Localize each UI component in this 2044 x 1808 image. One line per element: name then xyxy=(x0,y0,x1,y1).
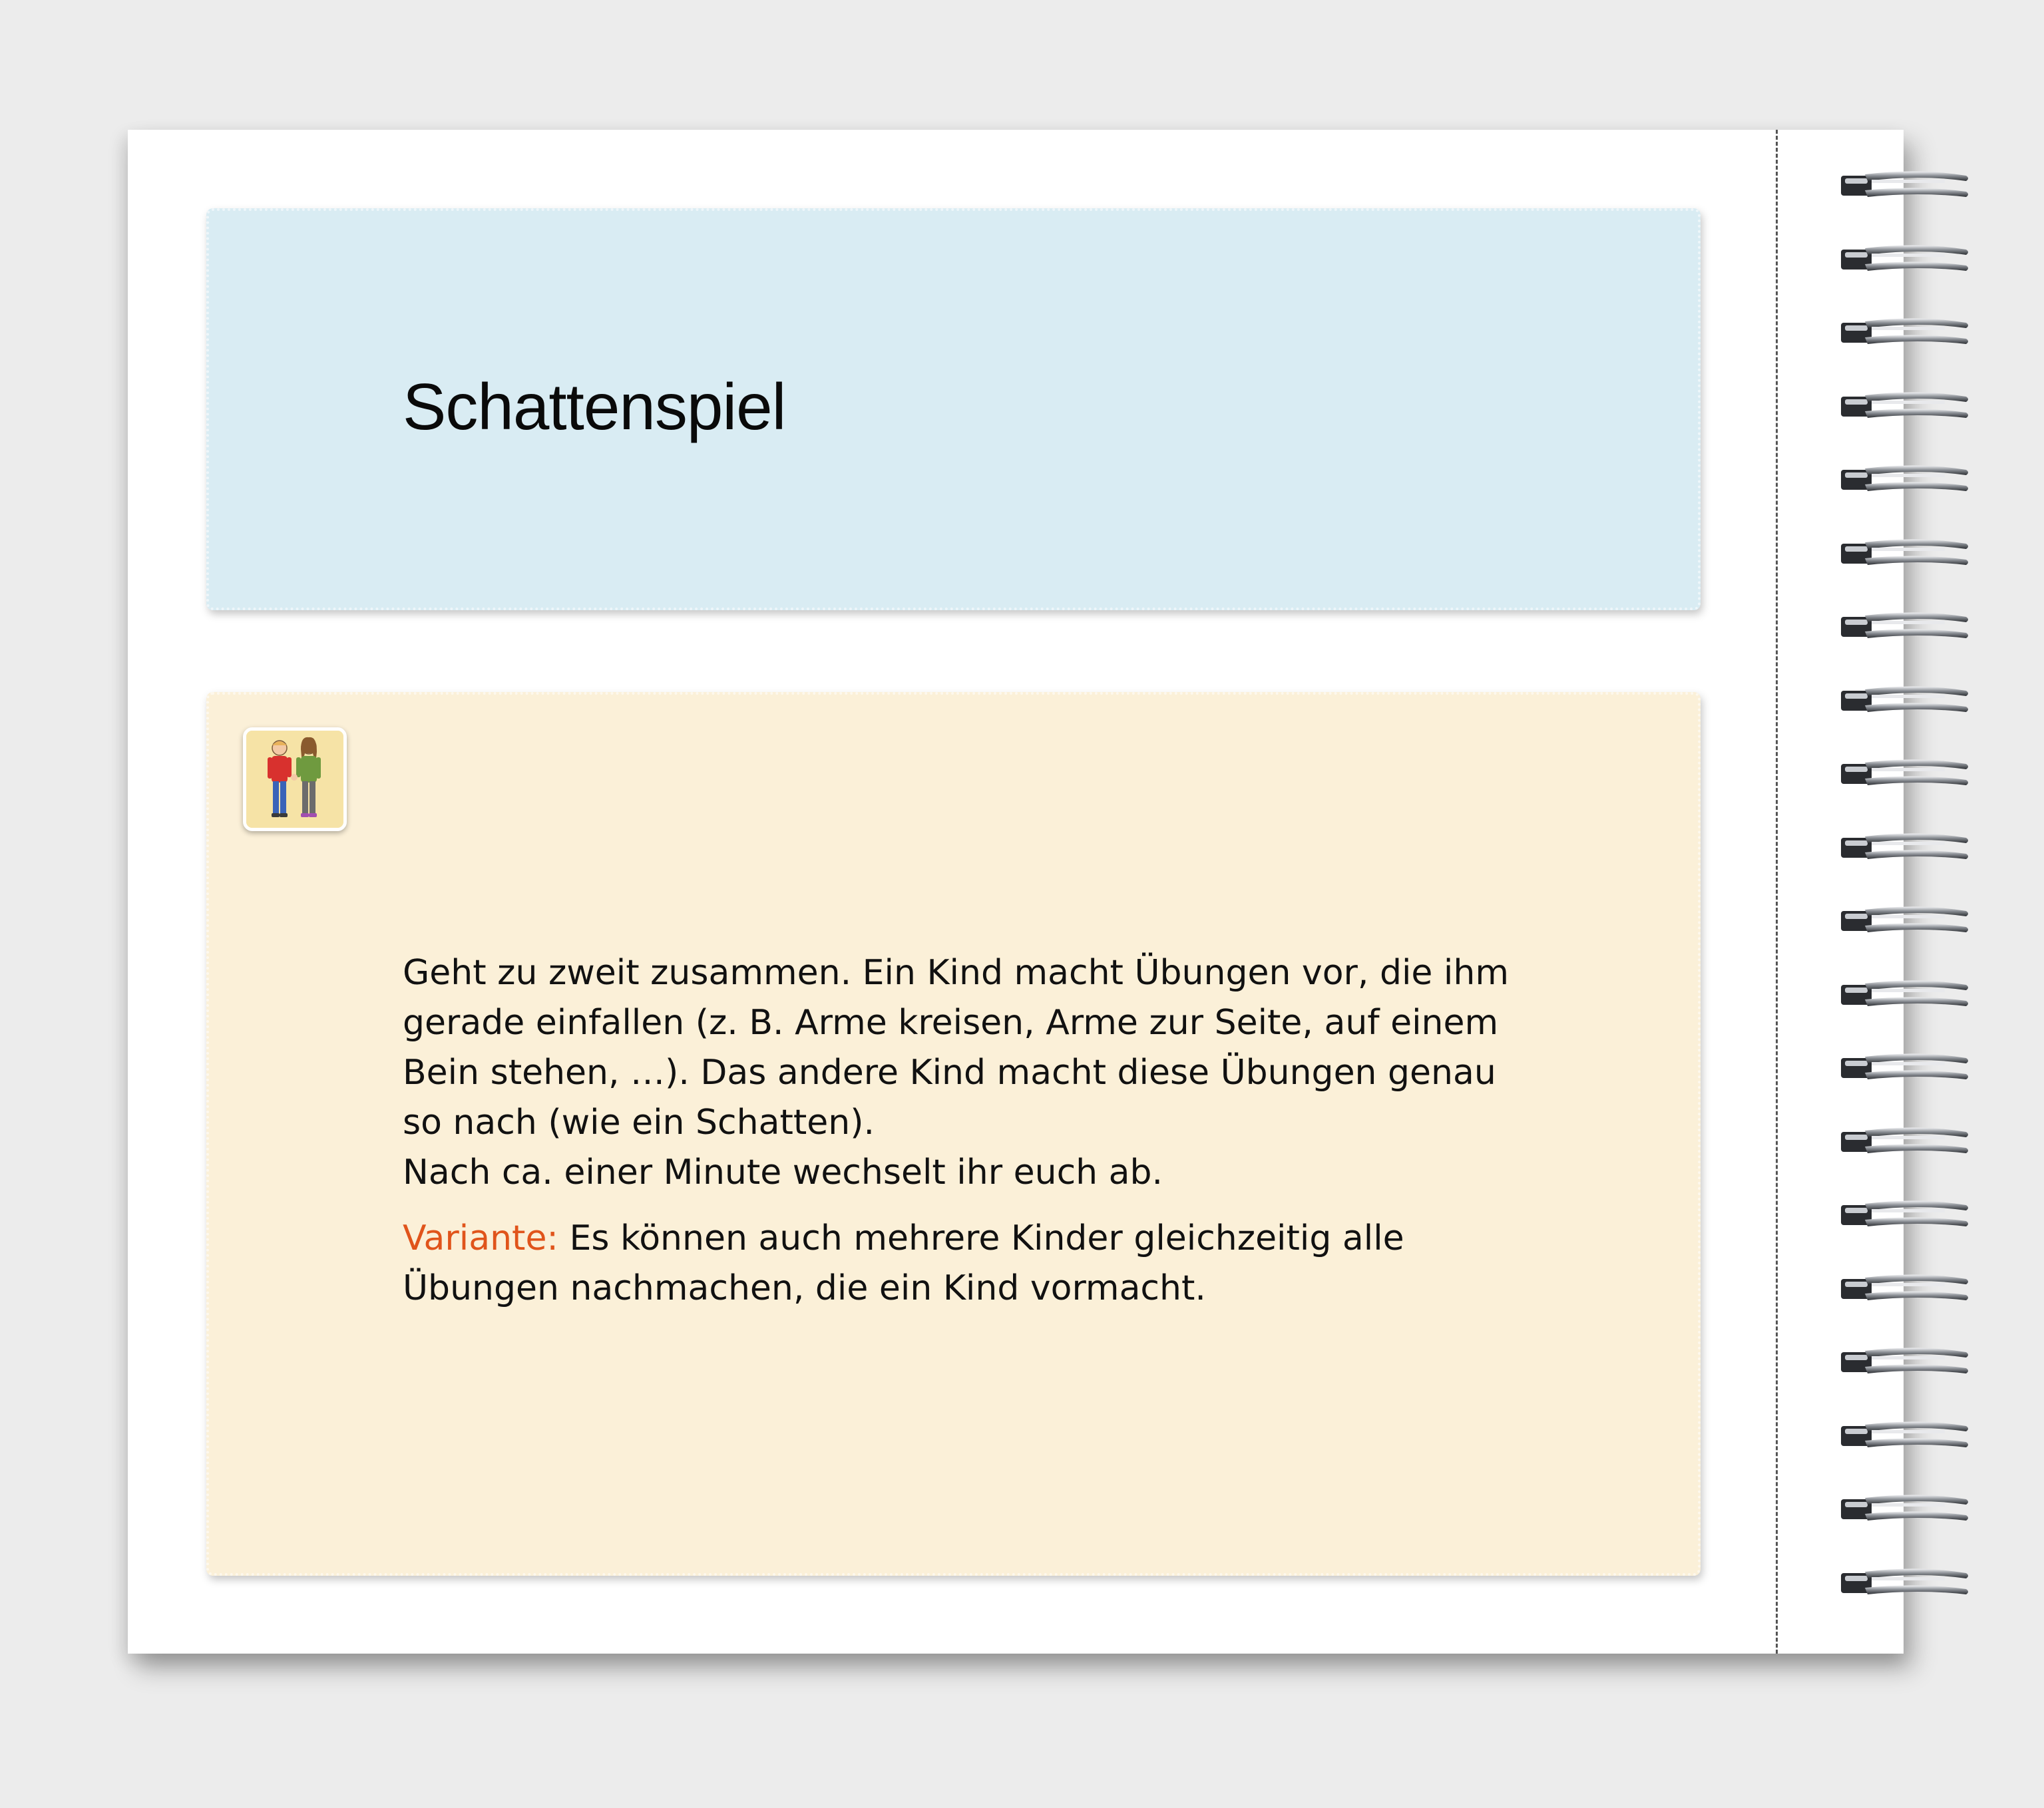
two-children-icon xyxy=(243,727,347,831)
variant-label: Variante: xyxy=(403,1218,558,1258)
variant-text: Es können auch mehrere Kinder gleichzeitig alle xyxy=(558,1218,1404,1258)
instruction-text xyxy=(403,948,1587,1314)
variant-paragraph xyxy=(403,1214,1587,1264)
spiral-coil xyxy=(1838,902,1971,940)
spiral-coil xyxy=(1838,828,1971,867)
page-title: Schattenspiel xyxy=(403,370,786,443)
instruction-line: Geht zu zweit zusammen. Ein Kind macht Übungen vor, die ihm xyxy=(403,953,1509,993)
variant-text-line2: Übungen nachmachen, die ein Kind vormacht. xyxy=(403,1268,1206,1308)
two-children-illustration xyxy=(246,731,343,828)
instruction-line: Bein stehen, …). Das andere Kind macht diese Übungen genau xyxy=(403,1053,1496,1093)
spiral-coil xyxy=(1838,1196,1971,1234)
perforation-line xyxy=(1776,130,1778,1654)
spiral-coil xyxy=(1838,1490,1971,1529)
spiral-coil xyxy=(1838,166,1971,205)
spiral-coil xyxy=(1838,460,1971,499)
instruction-line: gerade einfallen (z. B. Arme kreisen, Arme zur Seite, auf einem xyxy=(403,1003,1499,1043)
spiral-coil xyxy=(1838,240,1971,279)
spiral-coil xyxy=(1838,1049,1971,1087)
spiral-coil xyxy=(1838,608,1971,646)
spiral-coil xyxy=(1838,755,1971,793)
spiral-coil xyxy=(1838,1564,1971,1602)
instruction-line: so nach (wie ein Schatten). xyxy=(403,1103,875,1143)
spiral-coil xyxy=(1838,534,1971,573)
spiral-coil xyxy=(1838,313,1971,352)
instruction-line: Nach ca. einer Minute wechselt ihr euch ab. xyxy=(403,1153,1163,1192)
spiral-binding xyxy=(1838,166,1978,1630)
spiral-coil xyxy=(1838,387,1971,426)
spiral-coil xyxy=(1838,1270,1971,1308)
spiral-coil xyxy=(1838,1343,1971,1381)
spiral-coil xyxy=(1838,681,1971,720)
spiral-coil xyxy=(1838,1417,1971,1455)
spiral-coil xyxy=(1838,1123,1971,1161)
spiral-coil xyxy=(1838,976,1971,1014)
